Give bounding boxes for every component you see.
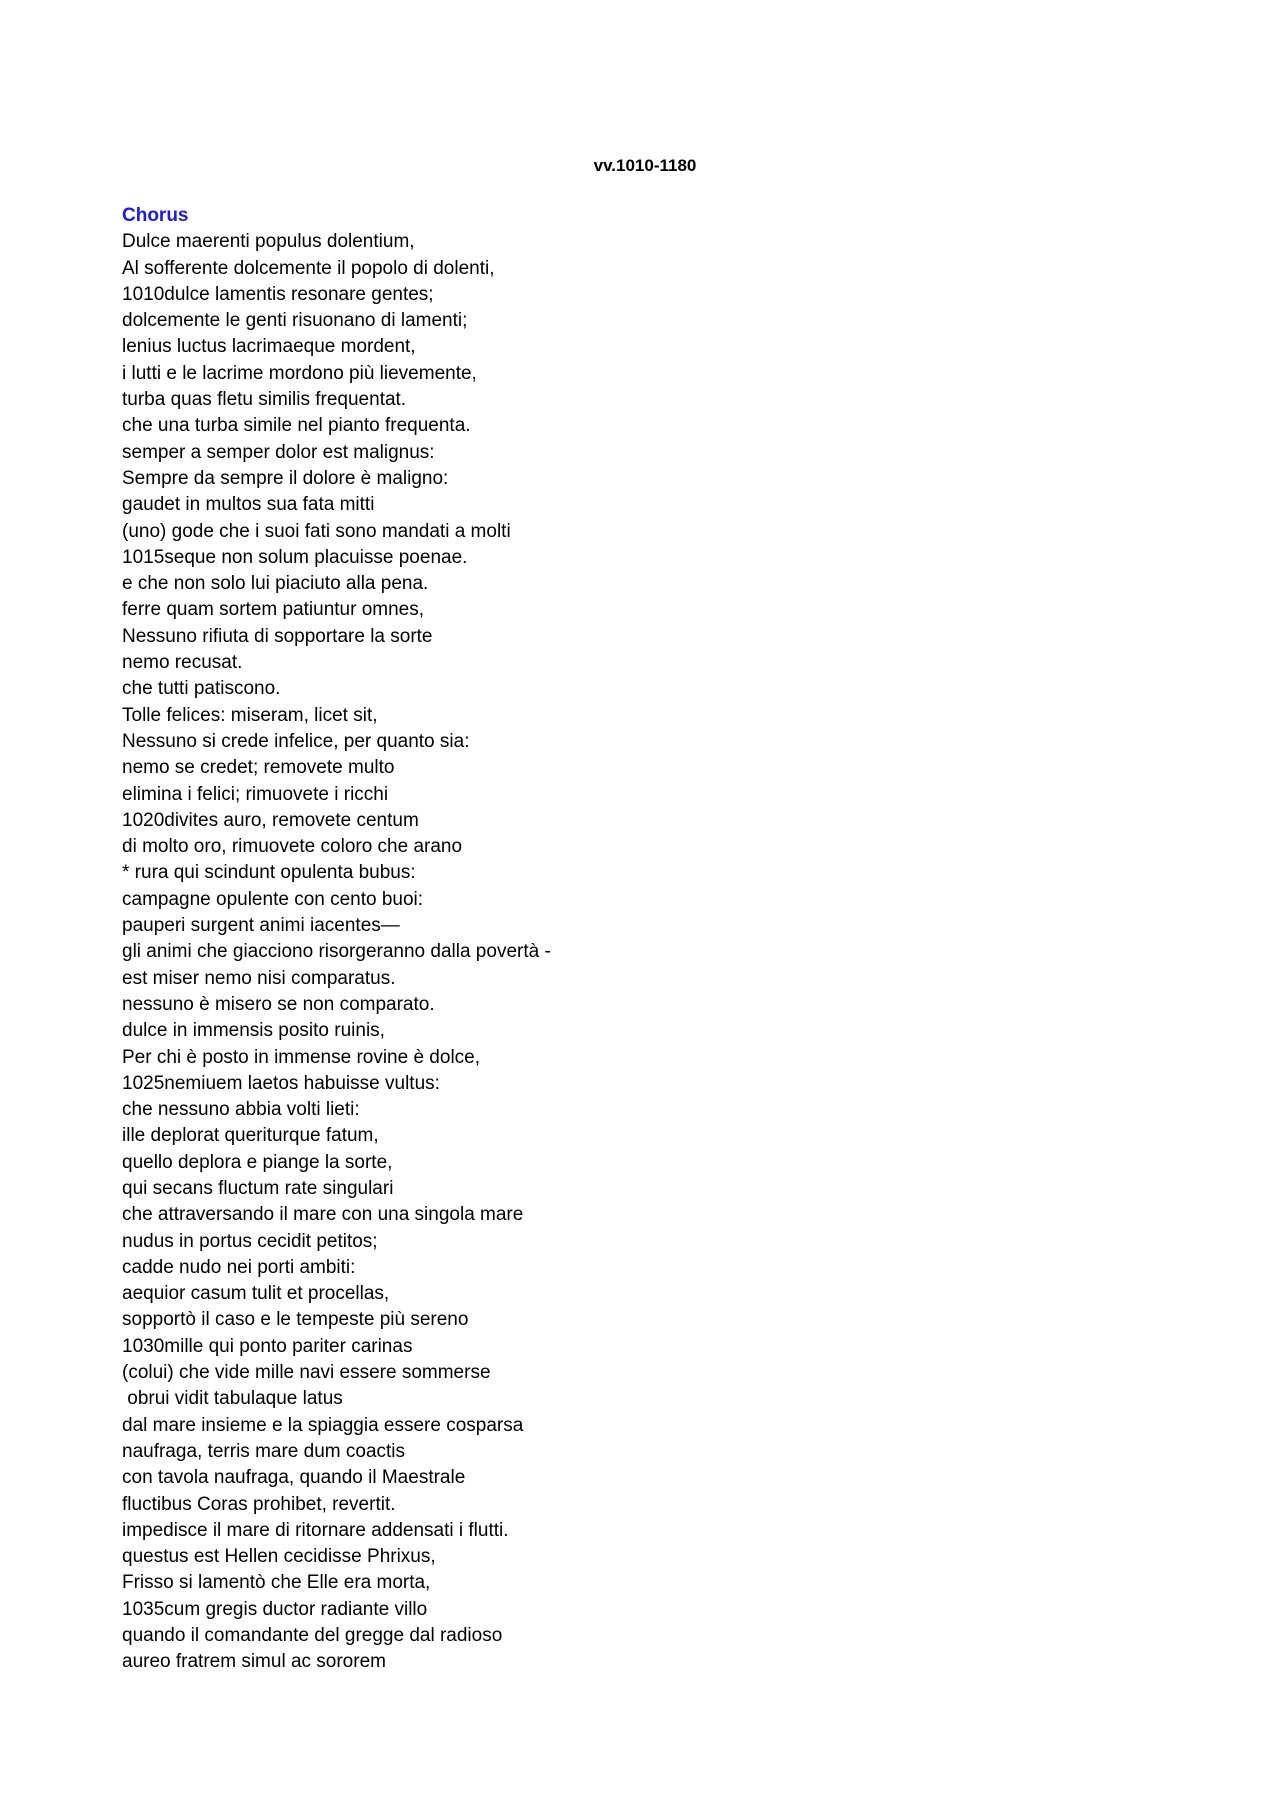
verse-line: dal mare insieme e la spiaggia essere cosparsa (122, 1414, 524, 1436)
verse-line: Per chi è posto in immense rovine è dolce, (122, 1046, 481, 1068)
verse-line: Dulce maerenti populus dolentium, (122, 231, 415, 253)
verse-line: elimina i felici; rimuovete i ricchi (122, 783, 389, 805)
verse-line: nemo recusat. (122, 652, 243, 674)
verse-line: * rura qui scindunt opulenta bubus: (122, 862, 416, 884)
verse-line: Frisso si lamentò che Elle era morta, (122, 1572, 431, 1594)
verse-line: nessuno è misero se non comparato. (122, 993, 435, 1015)
verse-line: dulce in immensis posito ruinis, (122, 1020, 385, 1042)
verse-line: ille deplorat queriturque fatum, (122, 1125, 379, 1147)
verse-line: sopportò il caso e le tempeste più sereno (122, 1309, 469, 1331)
verse-line: fluctibus Coras prohibet, revertit. (122, 1493, 396, 1515)
verse-line: Tolle felices: miseram, licet sit, (122, 704, 378, 726)
verse-line: Nessuno rifiuta di sopportare la sorte (122, 625, 433, 647)
verse-line: 1010dulce lamentis resonare gentes; (122, 283, 434, 305)
verse-line: (colui) che vide mille navi essere sommerse (122, 1362, 491, 1384)
verse-line: che tutti patiscono. (122, 678, 281, 700)
verse-line: 1025nemiuem laetos habuisse vultus: (122, 1072, 440, 1094)
document-body (122, 203, 822, 1676)
verse-line: questus est Hellen cecidisse Phrixus, (122, 1546, 436, 1568)
verse-line: 1035cum gregis ductor radiante villo (122, 1598, 428, 1620)
verse-line: di molto oro, rimuovete coloro che arano (122, 836, 463, 858)
verse-line: che una turba simile nel pianto frequenta. (122, 415, 471, 437)
verse-line: Sempre da sempre il dolore è maligno: (122, 467, 449, 489)
verse-line: (uno) gode che i suoi fati sono mandati a molti (122, 520, 511, 542)
verse-line: quello deplora e piange la sorte, (122, 1151, 393, 1173)
verse-line: semper a semper dolor est malignus: (122, 441, 435, 463)
verse-line: gli animi che giacciono risorgeranno dalla povertà - (122, 941, 551, 963)
verse-line: i lutti e le lacrime mordono più lievemente, (122, 362, 477, 384)
verse-line: naufraga, terris mare dum coactis (122, 1440, 406, 1462)
verse-line: Al sofferente dolcemente il popolo di dolenti, (122, 257, 495, 279)
verse-line: con tavola naufraga, quando il Maestrale (122, 1467, 466, 1489)
verse-line: nudus in portus cecidit petitos; (122, 1230, 378, 1252)
verse-line: Nessuno si crede infelice, per quanto sia: (122, 730, 470, 752)
verse-line: impedisce il mare di ritornare addensati i flutti. (122, 1519, 509, 1541)
verse-line: obrui vidit tabulaque latus (122, 1388, 343, 1410)
verse-line: est miser nemo nisi comparatus. (122, 967, 396, 989)
verse-line: ferre quam sortem patiuntur omnes, (122, 599, 425, 621)
verse-line: dolcemente le genti risuonano di lamenti; (122, 310, 468, 332)
verse-line: cadde nudo nei porti ambiti: (122, 1256, 356, 1278)
speaker-label: Chorus (122, 205, 189, 226)
verse-line: campagne opulente con cento buoi: (122, 888, 424, 910)
verse-range-heading: vv.1010-1180 (593, 156, 697, 175)
verse-line: che nessuno abbia volti lieti: (122, 1099, 360, 1121)
verse-line: e che non solo lui piaciuto alla pena. (122, 573, 429, 595)
verse-line: 1030mille qui ponto pariter carinas (122, 1335, 413, 1357)
verse-line: turba quas fletu similis frequentat. (122, 389, 407, 411)
verse-line: quando il comandante del gregge dal radioso (122, 1625, 503, 1647)
verse-line: gaudet in multos sua fata mitti (122, 494, 375, 516)
verse-line: lenius luctus lacrimaeque mordent, (122, 336, 416, 358)
verse-line: nemo se credet; removete multo (122, 757, 395, 779)
verse-line: 1020divites auro, removete centum (122, 809, 419, 831)
verse-line: pauperi surgent animi iacentes— (122, 915, 400, 937)
verse-line: qui secans fluctum rate singulari (122, 1177, 394, 1199)
verse-line: aequior casum tulit et procellas, (122, 1283, 390, 1305)
verse-list (122, 229, 822, 1675)
verse-line: aureo fratrem simul ac sororem (122, 1651, 386, 1673)
verse-line: che attraversando il mare con una singola mare (122, 1204, 524, 1226)
verse-line: 1015seque non solum placuisse poenae. (122, 546, 468, 568)
